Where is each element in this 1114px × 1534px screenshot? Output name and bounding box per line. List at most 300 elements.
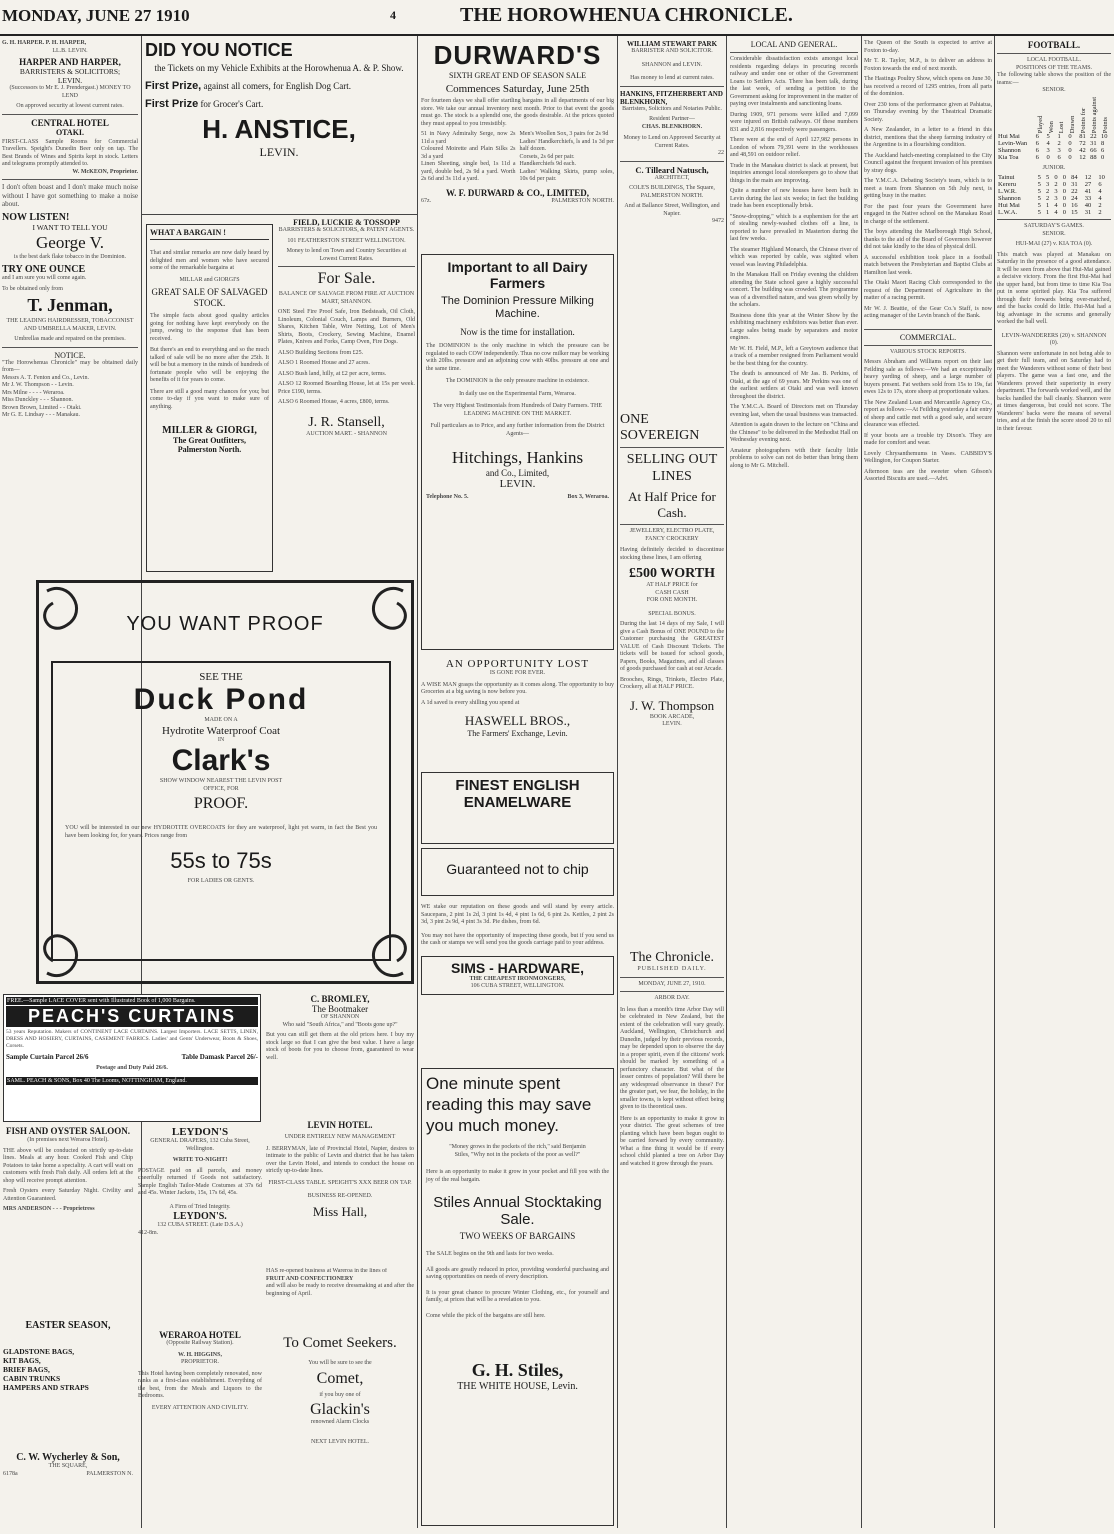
local-para: For the past four years the Government have engaged in the Native school on the Manakau Road in charge of the settlement. [864, 203, 992, 225]
table-cell: 5 [1037, 195, 1041, 203]
haswell-sub: The Farmers' Exchange, Levin. [467, 729, 568, 738]
table-cell: Tainui [998, 174, 1015, 182]
weraroa-ad [138, 1330, 262, 1526]
table-cell: 0 [1062, 202, 1067, 210]
hitchings-tel: Telephone No. 5. [426, 494, 469, 500]
leydon-ad [138, 1126, 262, 1326]
sov-selling: SELLING OUT LINES [626, 452, 718, 484]
table-cell: 12 [1079, 153, 1086, 161]
harper-town: LEVIN. [57, 76, 83, 85]
bromley-sub: OF SHANNON [320, 1014, 360, 1020]
local-para: In the Manakau Hall on Friday evening the children attending the State school gave a highly successful concert. The building was crowded. The programme was of a diversified nature, and was given wholly by the scholars. [730, 272, 858, 308]
dairy-t5: Full particulars as to Price, and any further information from the District Agents— [430, 423, 605, 437]
easter-ad [3, 1320, 133, 1526]
table-cell: 6 [1035, 139, 1039, 147]
comet-t1: You will be sure to see the [308, 1360, 372, 1366]
proof-inner [51, 661, 391, 961]
listen-title: NOW LISTEN! [2, 211, 70, 223]
enamel-t2: You may not have the opportunity of inspecting these goods, but if you send us the cash or stamps we will send you the goods carriage paid to your address. [421, 932, 614, 946]
local-para: The death is announced of Mr Jas. B. Perkins, of Otaki, at the age of 69 years. Mr Perkins was one of the earliest settlers at Otaki and was well known throughout the district. [730, 371, 858, 400]
sims-address: 106 CUBA STREET, WELLINGTON. [470, 983, 565, 989]
stiles-t4: It is your great chance to procure Winter Clothing, etc., for yourself and family, at prices that will be a revelation to you. [426, 1289, 609, 1303]
table-header: Won [1047, 120, 1055, 133]
local-para: Amateur photographers with their faculty little problems to solve can not do better than bring them along to Mr G. Mitchell. [730, 447, 858, 469]
agent-item: Miss Dunckley - - - Shannon. [2, 397, 73, 403]
haswell-name: HASWELL BROS., [464, 713, 571, 728]
levin-hotel-t3: BUSINESS RE-OPENED. [307, 1193, 373, 1199]
sov-t2: During the last 14 days of my Sale, I will give a Cash Bonus of ONE POUND to the Customer purchasing the GREATEST VALUE of Cash Discount Tickets. The tickets will be issued for school goods, Papers, Books, Magazines, and all classes of goods purchased for cash at our Arcade. [620, 621, 724, 672]
table-cell: 33 [1084, 195, 1092, 203]
bargain-text-3: But there's an end to everything and so the much talked of sale will be no more after the 25th. It will be but a memory in the minds of hundreds of fortunate people who will be enjoying the benefits of it for years to come. [150, 347, 269, 383]
hankins-partner: Resident Partner— [649, 116, 695, 122]
local-para: The boys attending the Marlborough High School, thanks to the aid of the Board of Governors however did not take kindly to the idea of physical drill. [864, 229, 992, 250]
hankins-role: Barristers, Solicitors and Notaries Public. [622, 105, 722, 112]
agent-item: Messrs A. T. Fenton and Co., Levin. [2, 374, 89, 381]
table-cell: 5 [1045, 174, 1050, 182]
table-cell: Kia Toa [998, 153, 1019, 161]
bargain-shop: MILLAR and GIORGI'S [179, 276, 240, 283]
local-para: Quite a number of new houses have been built in Levin during the last six weeks; in fact the building trade has been exceptionally brisk. [730, 188, 858, 209]
enamel-title: FINEST ENGLISH ENAMELWARE [455, 777, 580, 811]
levin-hotel-title: LEVIN HOTEL. [307, 1120, 373, 1130]
table-row [997, 195, 1111, 202]
durward-town: PALMERSTON NORTH. [551, 197, 614, 204]
comet-t2: if you buy one of [319, 1391, 361, 1398]
divider [997, 53, 1111, 54]
table-cell: 4 [1054, 202, 1058, 210]
wycherley-ref: 6178a [3, 1470, 18, 1477]
table-cell: Hui Mai [998, 202, 1020, 210]
harper-title: HARPER AND HARPER, [19, 57, 121, 67]
table-cell: 3 [1057, 146, 1061, 154]
table-cell: 6 [1035, 132, 1039, 140]
table-cell: 3 [1045, 181, 1050, 189]
stiles-t3: All goods are greatly reduced in price, providing wonderful purchasing and saving opportunities on needs of every description. [426, 1266, 609, 1280]
field-title: FIELD, LUCKIE & TOSSOPP [293, 218, 400, 227]
dairy-now: Now is the time for installation. [460, 327, 575, 337]
dairy-text: The DOMINION is the only machine in which the pressure can be regulated to each COW independently. Thus no cow milker may be working with 20lbs. pressure and an adjoining cow with 40lbs. pressure at one and the same time. [426, 343, 610, 372]
levin-hotel-t2: FIRST-CLASS TABLE. SPEIGHT'S XXX BEER ON TAP. [268, 1179, 412, 1186]
table-cell: 1 [1057, 132, 1061, 140]
table-cell: 6 [1101, 146, 1105, 154]
george-title: George V. [36, 232, 104, 252]
sov-word: SOVEREIGN [620, 428, 700, 443]
divider [864, 329, 992, 330]
sov-half: At Half Price for Cash. [628, 489, 716, 520]
dairy-t4: The very Highest Testimonials from Hundreds of Dairy Farmers. THE LEADING MACHINE ON THE MARKET. [433, 403, 602, 417]
hotel-town: OTAKI. [55, 127, 85, 137]
football-match-2: LEVIN-WANDERERS (20) v. SHANNON (0). [1001, 332, 1107, 347]
harper-sub: LL.B. LEVIN. [52, 47, 88, 54]
football-saturday: SATURDAY'S GAMES. [1024, 223, 1084, 230]
proof-title: YOU WANT PROOF [126, 613, 324, 635]
table-header-row [997, 97, 1111, 133]
easter-item: GLADSTONE BAGS, [3, 1347, 75, 1356]
table-cell: 6 [1057, 153, 1061, 161]
wycherley-name: C. W. Wycherley & Son, [16, 1452, 120, 1463]
hankins-name: CHAS. BLENKHORN. [641, 123, 703, 130]
commercial-t4: Lovely Chrysanthemums in Vases. CABBIDY'S Wellington, for Coupon Starter. [864, 450, 992, 464]
peach-free: FREE.—Sample LACE COVER sent with Illustrated Book of 1,000 Bargains. [6, 997, 258, 1005]
comet-word: Comet, [316, 1369, 364, 1387]
table-cell: 8 [1101, 139, 1105, 147]
senior-table [997, 97, 1111, 161]
column-rule [994, 36, 995, 1528]
table-cell: 2 [1098, 202, 1102, 210]
thompson-town: LEVIN. [662, 721, 682, 727]
table-cell: Shannon [998, 146, 1021, 154]
editorial-sub: PUBLISHED DAILY. [637, 966, 707, 972]
header-rule [0, 34, 1114, 36]
table-cell: 0 [1062, 174, 1067, 182]
column-rule [617, 36, 618, 1528]
enamel-box [421, 772, 614, 844]
hall-text: HAS re-opened business at Wareroa in the lines of [266, 1268, 388, 1274]
sov-one: ONE [620, 412, 649, 427]
local-para: The Otaki Maori Racing Club corresponded to the request of the Department of Agriculture in the matter of a racing permit. [864, 280, 992, 301]
divider [730, 52, 858, 53]
table-cell: 0 [1062, 181, 1067, 189]
try-text: and I am sure you will come again. [2, 275, 87, 281]
peach-parcel-2: Table Damask Parcel 26/- [181, 1053, 258, 1061]
divider [620, 86, 724, 87]
natusch-addr: COLE'S BUILDINGS, The Square, PALMERSTON NORTH. [629, 185, 715, 199]
weraroa-text: This Hotel having been completely renovated, now ranks as a first-class establishment. Everything of the best, from the Meals and Liquors to the Bedrooms. [138, 1370, 262, 1399]
table-cell: 31 [1071, 181, 1078, 189]
local-para: The Y.M.C.A. Debating Society's team, which is to meet a team from Shannon on 5th July next, is getting busy in the matter. [864, 178, 992, 199]
hankins-text: Money to Lend on Approved Security at Current Rates. [623, 135, 721, 149]
football-match: HUI-MAI (27) v. KIA TOA (0). [1015, 241, 1093, 248]
park-role: BARRISTER AND SOLICITOR. [631, 48, 713, 54]
agent-item: Brown Brown, Limited - - Otaki. [2, 404, 82, 411]
bargain-title: WHAT A BARGAIN ! [150, 228, 269, 240]
hankins-title: HANKINS, FITZHERBERT AND BLENKHORN, [620, 89, 723, 106]
stiles-sale: Stiles Annual Stocktaking Sale. [433, 1194, 602, 1228]
table-cell: 2 [1057, 139, 1061, 147]
local-para: Mr W. J. Beattie, of the Gear Co.'s Staff, is now acting manager of the Levin branch of the Bank. [864, 305, 992, 319]
table-header: Played [1036, 115, 1044, 133]
table-row [997, 147, 1111, 154]
sovereign-ad [620, 412, 724, 892]
football-pos: POSITIONS OF THE TEAMS. [1015, 64, 1093, 71]
table-header: Points for [1080, 107, 1088, 133]
forsale-item: ALSO Bush land, hilly, at £2 per acre, terms. [278, 370, 387, 377]
wycherley-town: PALMERSTON N. [86, 1470, 133, 1477]
local-para: The Auckland hatch-meeting complained to the City Council against the frequent invasion of his premises by stray dogs. [864, 152, 992, 174]
stiles-title: One minute spent reading this may save you much money. [426, 1074, 592, 1135]
proof-duck: Duck Pond [133, 683, 309, 716]
bromley-text: Who said "South Africa," and "Boots gone up?" [282, 1021, 398, 1028]
editorial-text: In less than a month's time Arbor Day will be celebrated in New Zealand, but the extent of the celebration will vary greatly. Auckland, Wellington, Christchurch and Dunedin, judged by their previous records, may be depended upon to observe the day in a proper spirit, even if the citizens' work should be marked by something of a perfunctory character. But what of the lesser centres of population? Will there be any widespread observance in these? For the greater part, we fear, the holiday, in the smaller towns, is kept without effect being given to its theoretical uses. [620, 1006, 724, 1110]
bargain-sale: GREAT SALE OF SALVAGED STOCK. [151, 287, 268, 308]
table-cell: 5 [1037, 188, 1041, 196]
divider [278, 266, 415, 267]
harper-text: (Successors to Mr E. J. Prendergast.) MONEY TO LEND [9, 85, 131, 99]
fish-title: FISH AND OYSTER SALOON. [5, 1126, 131, 1136]
comet-title: To Comet Seekers. [283, 1335, 397, 1351]
bromley-title: The Bootmaker [311, 1004, 369, 1014]
table-cell: 5 [1037, 181, 1041, 189]
fish-sub: (In premises next Weraroa Hotel). [27, 1137, 109, 1143]
professional-cards [620, 40, 724, 340]
poem: I don't often boast and I don't make much noise without I have got something to make a noise about. [2, 183, 138, 208]
durward-item: 51 in Navy Admiralty Serge, now 2s 11d a yard [421, 131, 516, 145]
proof-proof: PROOF. [193, 795, 249, 812]
durward-item: Linen Sheeting, single bed, 1s 11d a yard, double bed, 2s 9d a yard. Worth 2s 6d and 3s 11d a yard. [421, 161, 516, 182]
local-para: A successful exhibition took place in a football match between the Presbyterian and Baptist Clubs at Hamilton last week. [864, 254, 992, 276]
proof-window: SHOW WINDOW NEAREST THE LEVIN POST OFFICE, FOR [159, 778, 283, 792]
comet-next: NEXT LEVIN HOTEL. [310, 1438, 370, 1445]
easter-title: EASTER SEASON, [25, 1320, 111, 1331]
stiles-quote: "Money grows in the pockets of the rich," said Benjamin Stiles, "Why not in the pockets of the poor as well?" [449, 1144, 586, 1158]
proof-price: 55s to 75s [170, 848, 272, 873]
easter-item: HAMPERS AND STRAPS [3, 1383, 89, 1392]
commercial-t3: If your boots are a trouble try Dixon's. They are made for comfort and wear. [864, 432, 992, 446]
leydon-text: POSTAGE paid on all parcels, and money cheerfully returned if Goods not satisfactory. Sample English Tailor-Made Costumes at 37s 6d and 45s. Winter Jackets, 15s, 17s 6d, 45s. [138, 1167, 262, 1196]
field-address: 101 FEATHERSTON STREET WELLINGTON. [287, 237, 406, 244]
sov-at: AT HALF PRICE for [646, 582, 698, 588]
stiles-t5: Come while the pick of the bargains are still here. [426, 1312, 546, 1319]
table-header: Points [1102, 116, 1109, 133]
masthead: THE HOROWHENUA CHRONICLE. [460, 4, 793, 26]
glackin-name: Glackin's [310, 1401, 370, 1418]
opportunity-sub: IS GONE FOR EVER. [489, 670, 546, 676]
table-header: Lost [1058, 121, 1066, 133]
proof-see: SEE THE [199, 671, 243, 683]
table-row [997, 174, 1111, 181]
proof-made: MADE ON A [204, 717, 238, 723]
notice-ad-text: the Tickets on my Vehicle Exhibits at the Horowhenua A. & P. Show. [154, 63, 404, 73]
table-cell: 3 [1046, 146, 1050, 154]
local-para: The steamer Highland Monarch, the Chinese river of which was reported by cable, was sighted when vessel was leaving Philadelphia. [730, 246, 858, 268]
editorial-t2: Here is an opportunity to make it grow in your district. The great schemes of tree planting which have been begun ought to be carried forward by every community. What a fine thing it would be if every school child planted a tree on Arbor Day and watched it grow through the years. [620, 1115, 724, 1167]
football-title: FOOTBALL. [1027, 40, 1081, 50]
local-para: The Queen of the South is expected to arrive at Foxton to-day. [864, 40, 992, 54]
table-cell: 1 [1045, 202, 1050, 210]
jenman-note: Umbrellas made and repaired on the premises. [14, 336, 126, 342]
enamel-text: WE stake our reputation on these goods and will stand by every article. Saucepans, 2 pint 1s 2d, 3 pint 1s 4d, 4 pint 1s 6d, 6 pint 2s. Kettles, 2 pint 2s 3d, 3 pint 2s 9d, 4 pint 3s 3d. Pie dishes, from 6d. [421, 904, 614, 925]
peach-text: 53 years Reputation. Makers of CONTINENT LACE CURTAINS. Largest Importers. LACE SETTS, LINEN, DRESS AND HOSIERY, CURTAINS, CASEMENT FABRICS. Ladies' and Gents' Underwear, Boots & Shoes, Corsets. [6, 1029, 258, 1049]
durward-item: Men's Woollen Sox, 3 pairs for 2s 9d [519, 131, 609, 137]
local-para: Trade in the Manakau district is slack at present, but inquiries amongst local storekeepers go to show that things in the main are improving. [730, 162, 858, 184]
sov-t3: Brooches, Rings, Trinkets, Electro Plate, Crockery, all at HALF PRICE. [620, 676, 724, 690]
comet-t3: renowned Alarm Clocks [310, 1419, 370, 1425]
table-cell: 15 [1071, 209, 1078, 217]
table-cell: 84 [1071, 174, 1078, 182]
football-column [997, 40, 1111, 1526]
table-cell: 0 [1062, 209, 1067, 217]
forsale-text: ONE Steel Fire Proof Safe, Iron Bedsteads, Oil Cloth, Linoleum, Colonial Couch, Lamps and Burners, Old Shares, Kitchen Table, Wire Netting, Lot of Men's Shirts, Boots, Crockery, Sewing Machine, Enamel Plates, Knives and Forks, Camp Oven, Fire Dogs. [278, 309, 415, 345]
natusch-name: C. Tilleard Natusch, [635, 164, 709, 175]
table-cell: 5 [1037, 174, 1041, 182]
natusch-text: And at Ballance Street, Wellington, and Napier. [624, 203, 720, 217]
first-prize-2: First Prize [145, 98, 199, 110]
george-text: is the best dark flake tobacco in the Dominion. [13, 253, 127, 260]
local-para: The Hastings Poultry Show, which opens on June 30, has received a record of 1295 entries, from all parts of the dominion. [864, 76, 992, 97]
listen-sub: I WANT TO TELL YOU [32, 222, 108, 232]
table-cell: 4 [1098, 195, 1102, 203]
football-sub: LOCAL FOOTBALL. [1026, 57, 1082, 63]
first-prize-text: against all comers, for English Dog Cart. [203, 81, 351, 91]
table-cell: 66 [1090, 146, 1097, 154]
local-para: Considerable dissatisfaction exists amongst local residents regarding delays in procuring records railway and under one or other of the Government Loans to Settlers Acts. There has been talk, during the last week, of sending a petition to the Government asking for improvement in the matter of paying over instalments and sanctioning loans. [730, 56, 858, 107]
sov-worth: £500 WORTH [629, 566, 715, 581]
forsale-item: ALSO Building Sections from £25. [278, 349, 364, 356]
local-para: Business done this year at the Winter Show by the exhibiting machinery exhibitors was better than ever. Large sales being made by separators and motor engines. [730, 312, 858, 341]
divider [620, 991, 724, 992]
table-cell: 10 [1098, 174, 1105, 182]
table-cell: 0 [1068, 139, 1072, 147]
table-cell: 88 [1090, 153, 1097, 161]
durward-ref: 67z. [421, 197, 432, 204]
leydon-title: LEYDON'S [171, 1126, 229, 1138]
sov-cash: CASH CASH [655, 589, 689, 596]
sov-text: Having definitely decided to discontinue stocking these lines, I am offering [620, 547, 724, 561]
durward-name: W. F. DURWARD & CO., LIMITED, [445, 187, 590, 198]
column-1 [2, 40, 138, 580]
anstice-name: H. ANSTICE, [202, 114, 356, 144]
durward-item: Ladies' Handkerchiefs, ls and 1s 3d per half dozen. [519, 138, 614, 152]
table-cell: 4 [1054, 209, 1058, 217]
peach-title: PEACH'S CURTAINS [6, 1006, 258, 1027]
page-number: 4 [390, 8, 396, 22]
local-general-2 [864, 40, 992, 1526]
table-cell: 5 [1037, 202, 1041, 210]
table-cell: 0 [1062, 195, 1067, 203]
natusch-ref: 9472 [712, 218, 724, 224]
table-cell: 3 [1054, 195, 1058, 203]
table-row [997, 202, 1111, 209]
peach-parcel-1: Sample Curtain Parcel 26/6 [6, 1053, 89, 1061]
durward-text: For fourteen days we shall offer startling bargains in all departments of our big store. We take our annual inventory next month. Prior to that event the goods must go. The stock is a splendid one, the goods desirable. At the prices quoted they must appeal to you irresistibly. [421, 98, 614, 127]
opportunity-ad [421, 658, 614, 768]
hall-ad [266, 1268, 414, 1330]
notice-ad [145, 40, 413, 210]
table-cell: 5 [1037, 209, 1041, 217]
hall-name: Miss Hall, [312, 1203, 368, 1219]
table-row [997, 140, 1111, 147]
stansell-name: J. R. Stansell, [308, 414, 385, 430]
table-cell: 0 [1068, 132, 1072, 140]
football-junior: JUNIOR. [1042, 164, 1066, 171]
harper-role: BARRISTERS & SOLICITORS; [19, 67, 121, 76]
bargain-name: MILLER & GIORGI, [162, 425, 257, 436]
park-town: SHANNON and LEVIN. [641, 61, 703, 68]
first-prize: First Prize, [145, 80, 202, 92]
durward-title: DURWARD'S [433, 40, 602, 70]
table-cell: 22 [1090, 132, 1097, 140]
table-row [997, 133, 1111, 140]
local-para: A New Zealander, in a letter to a friend in this district, mentions that the sheep farming industry of the Argentine is in a flourishing condition. [864, 127, 992, 148]
fish-prop: MRS ANDERSON - - - Proprietress [3, 1206, 95, 1212]
divider [620, 977, 724, 978]
durward-item: Corsets, 2s 6d per pair. [519, 153, 575, 160]
table-cell: 41 [1084, 188, 1092, 196]
table-cell: 1 [1045, 209, 1050, 217]
field-text: Money to lend on Town and Country Securities at Lowest Current Rates. [286, 248, 407, 262]
editorial-title: The Chronicle. [630, 950, 714, 965]
agents-list [2, 375, 138, 420]
editorial [620, 950, 724, 1526]
table-cell: 6 [1098, 181, 1102, 189]
local-title: LOCAL AND GENERAL. [750, 40, 838, 49]
table-cell: 2 [1054, 181, 1058, 189]
durward-ad [421, 40, 614, 250]
table-cell: 2 [1045, 195, 1050, 203]
bromley-t2: But you can still get them at the old prices here. I buy my stock large so that I can give the best value. I have a large stock of boots for you to choose from, guaranteed to wear well. [266, 1032, 414, 1061]
sims-name: SIMS - HARDWARE, [451, 959, 584, 976]
weraroa-sub: (Opposite Railway Station). [166, 1340, 234, 1346]
table-cell: 6 [1035, 153, 1039, 161]
enamel-slogan-box [421, 848, 614, 896]
proof-clarks: Clark's [171, 744, 271, 777]
table-cell: 0 [1062, 188, 1067, 196]
durward-item: Handkerchiefs 9d each. [519, 161, 576, 167]
notice-ad-title: DID YOU NOTICE [145, 40, 293, 60]
local-para: Afternoon teas are the sweeter when Gibson's Assorted Biscuits are used.—Advt. [864, 468, 992, 482]
weraroa-prop: W. H. HIGGINS, [178, 1351, 222, 1358]
jenman-name: T. Jenman, [27, 295, 113, 315]
table-cell: 0 [1046, 153, 1050, 161]
durward-commences: Commences Saturday, June 25th [445, 83, 590, 95]
table-cell: 0 [1068, 146, 1072, 154]
divider [2, 347, 138, 348]
notice-text: "The Horowhenua Chronicle" may be obtained daily from— [2, 359, 138, 373]
table-cell: 16 [1071, 202, 1078, 210]
table-cell: Shannon [998, 195, 1021, 203]
bargain-town: Palmerston North. [177, 445, 242, 454]
harper-note: On approved security at lowest current rates. [16, 103, 124, 109]
easter-item: CABIN TRUNKS [3, 1374, 61, 1383]
commercial-t2: The New Zealand Loan and Mercantile Agency Co., report as follows:—At Feilding yesterday a fair entry of sheep and cattle met with a good sale, and secure clearance was effected. [864, 399, 992, 428]
durward-item: Coloured Moirette and Plain Silks 2s 3d a yard [421, 146, 516, 160]
table-cell: 24 [1071, 195, 1078, 203]
hitchings-box: Box 3, Weraroa. [567, 494, 609, 500]
bargain-text-4: There are still a good many chances for you; but come to-day if you want to make sure of anything. [150, 388, 269, 410]
field-and-sale [278, 218, 415, 578]
dairy-t2: The DOMINION is the only pressure machine in existence. [445, 378, 590, 384]
leydon-write: WRITE TO-NIGHT! [172, 1157, 228, 1163]
leydon-ref: 412-8m. [138, 1229, 159, 1236]
sov-bonus: SPECIAL BONUS. [648, 610, 696, 617]
dairy-ad [421, 254, 614, 650]
forsale-intro: BALANCE OF SALVAGE FROM FIRE AT AUCTION MART, SHANNON. [278, 291, 415, 305]
hall-t2: and will also be ready to receive dressmaking at and after the beginning of April. [266, 1283, 414, 1297]
sims-sub: THE CHEAPEST IRONMONGERS, [469, 975, 566, 982]
table-cell: 27 [1084, 181, 1092, 189]
proof-text: YOU will be interested in our new HYDROTITE OVERCOATS for they are waterproof, light yet warm, in fact the Best you have been looking for, for years. Prices range from [65, 825, 377, 839]
divider [620, 524, 724, 525]
column-rule [417, 36, 418, 1528]
commercial-text: Messrs Abraham and Williams report on their last Feilding sale as follows:—We had an exceptionally heavy yarding of sheep, and a large number of buyers present. Fat wethers sold from 15s to 19s, fat ewes 12s to 17s, store sheep at proportionate values. [864, 359, 992, 395]
table-row [997, 209, 1111, 216]
bargain-ad [146, 224, 273, 572]
levin-hotel-sub: UNDER ENTIRELY NEW MANAGEMENT [284, 1134, 396, 1140]
table-cell: 72 [1079, 139, 1086, 147]
commercial-sub: VARIOUS STOCK REPORTS. [890, 348, 966, 355]
proof-ad [36, 580, 414, 984]
levin-hotel-text: J. BERRYMAN, late of Provincial Hotel, Napier, desires to intimate to the public of Levin and district that he has taken over the Levin Hotel, and intends to conduct the house on strictly up-to-date lines. [266, 1145, 414, 1174]
durward-sub: SIXTH GREAT END OF SEASON SALE [449, 71, 586, 80]
proof-for: FOR LADIES OR GENTS. [187, 878, 255, 884]
thompson-arcade: BOOK ARCADE, [649, 713, 695, 720]
column-rule [726, 36, 727, 1528]
leydon-addr: 132 CUBA STREET. (Late D.S.A.) [157, 1222, 243, 1228]
local-para: The Y.M.C.A. Board of Directors met on Thursday evening last, when the usual business was transacted. [730, 404, 858, 418]
bargain-text-2: The simple facts about good quality articles going for nothing have kept everybody on the jump, owing to the response that has been received. [150, 313, 269, 342]
local-para: Mr T. R. Taylor, M.P., is to deliver an address in Foxton towards the end of next month. [864, 58, 992, 72]
bromley-ad [266, 994, 414, 1114]
